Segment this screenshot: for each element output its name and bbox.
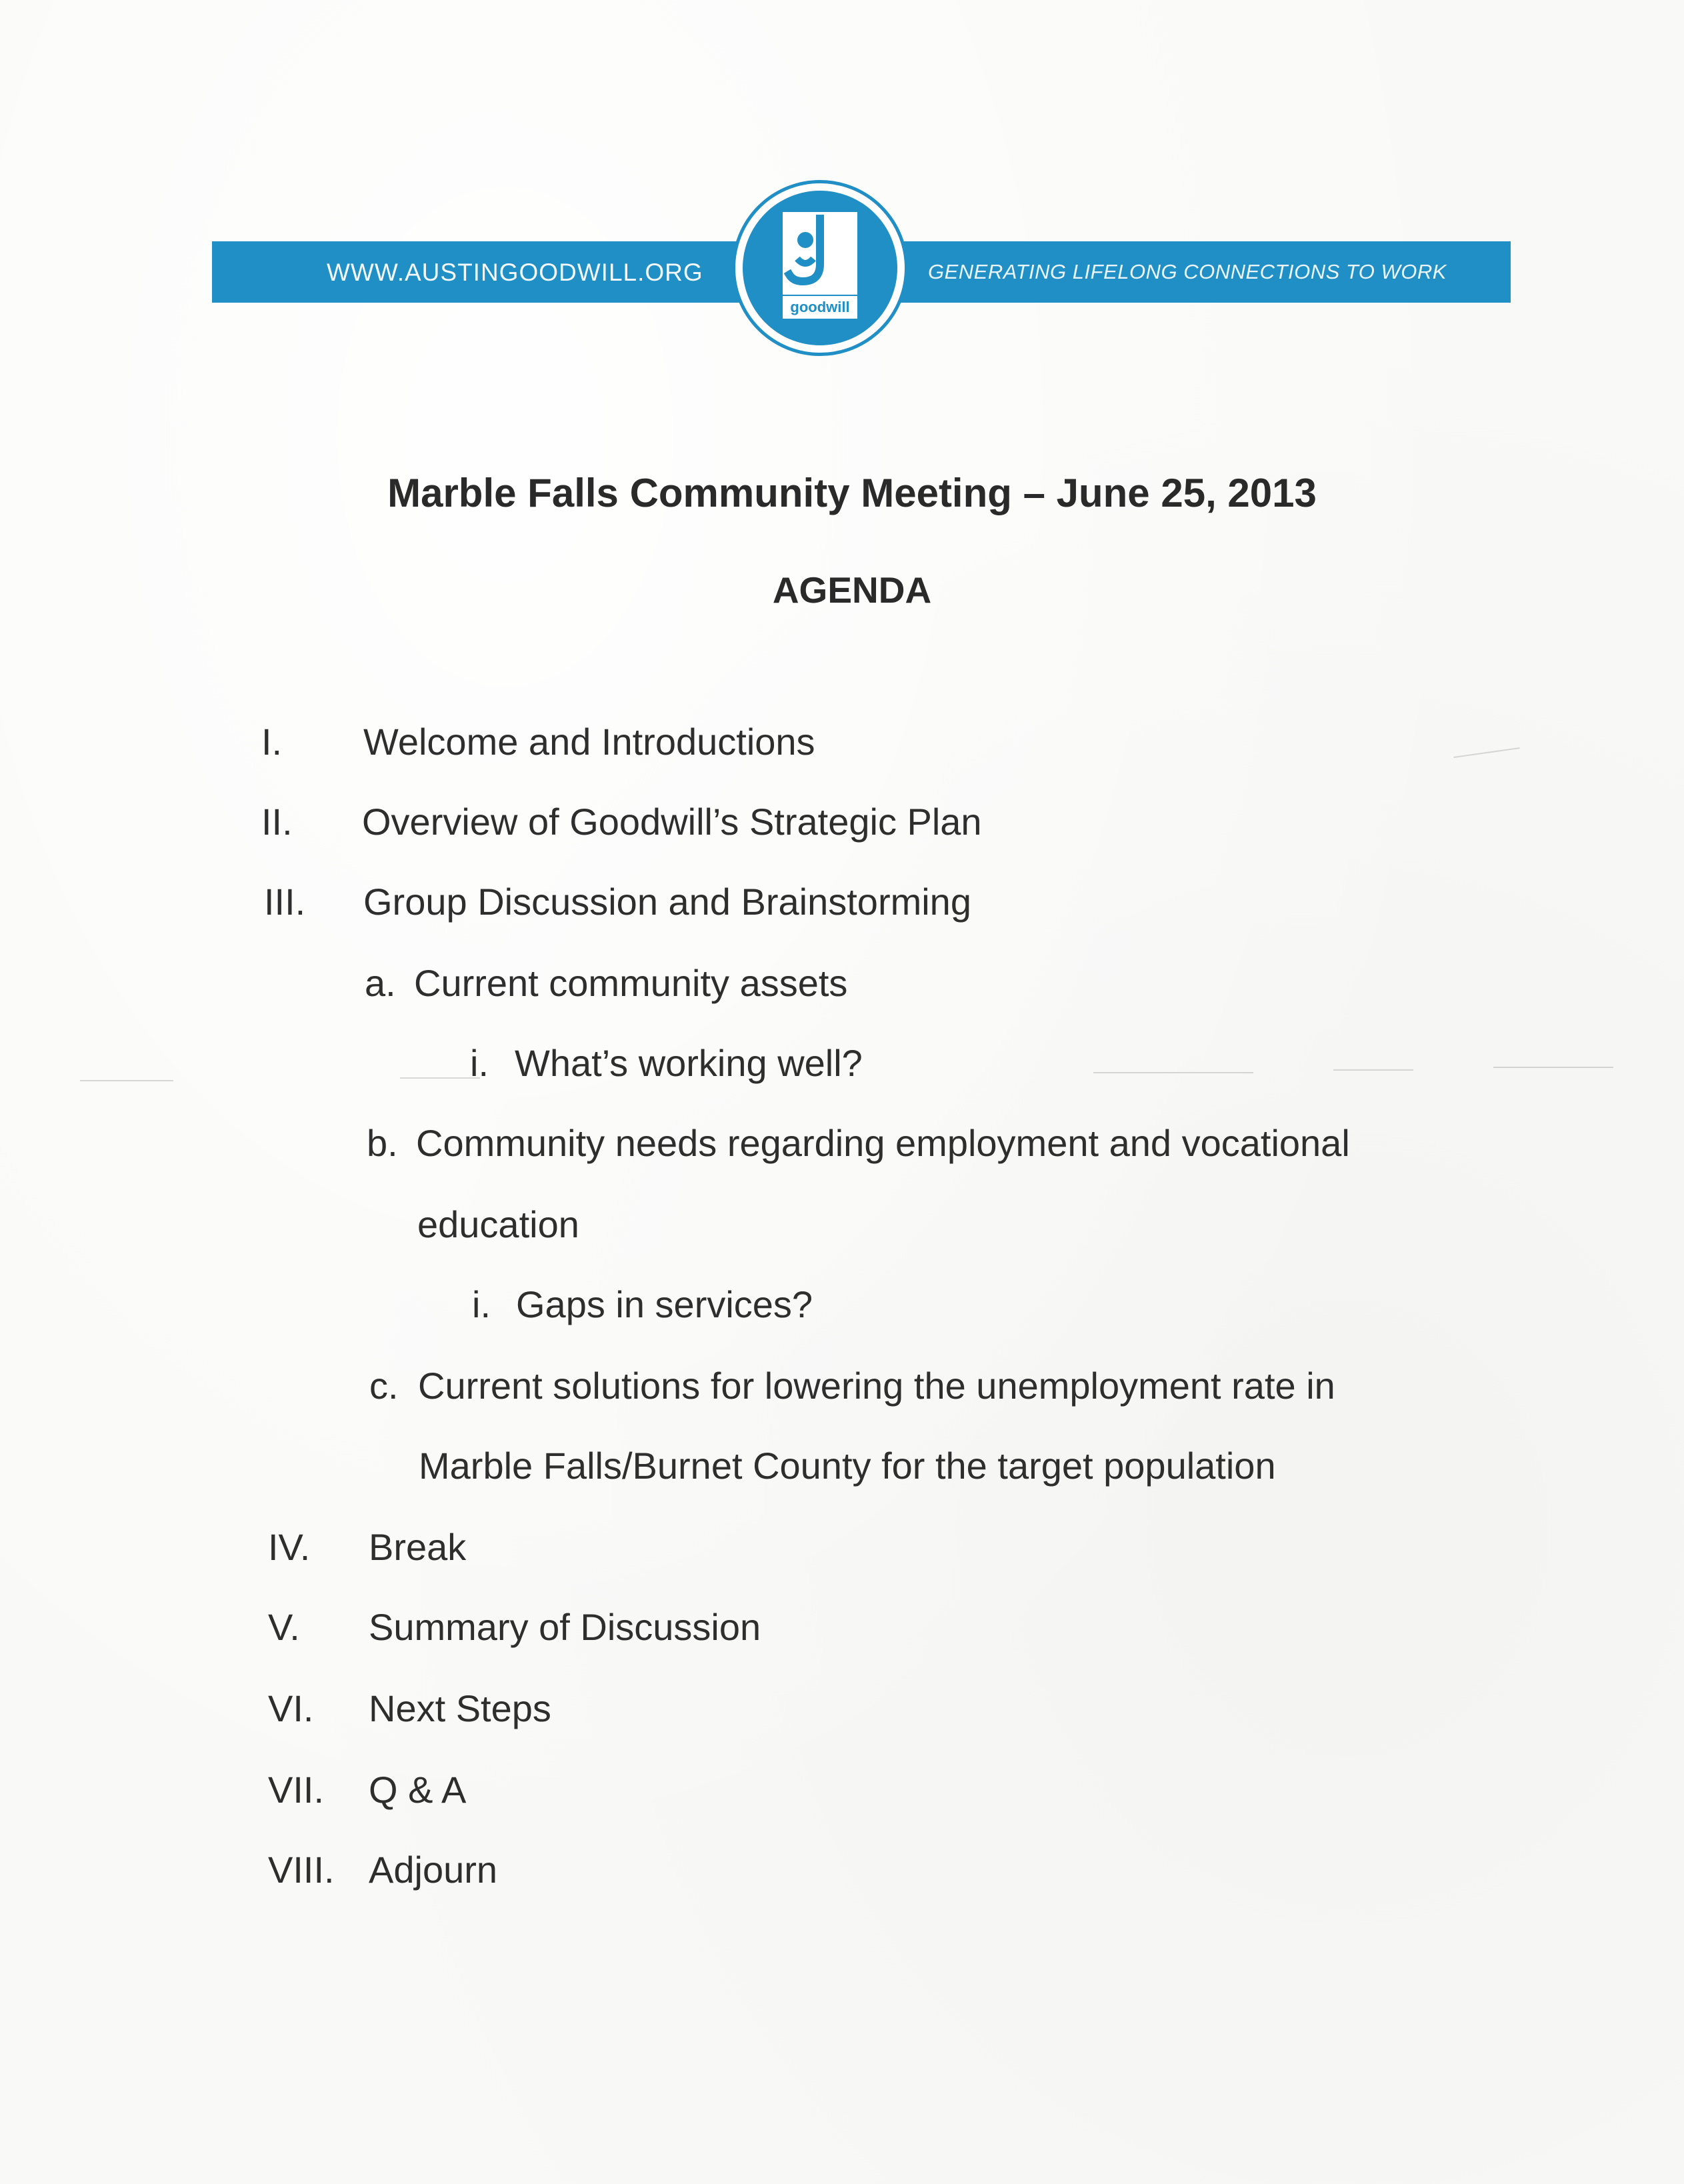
item-text: Adjourn (369, 1849, 498, 1891)
item-text: Community needs regarding employment and vocational (416, 1122, 1350, 1164)
paper-crease (1453, 747, 1519, 758)
item-number: III. (264, 881, 306, 923)
letterhead-url: WWW.AUSTINGOODWILL.ORG (327, 259, 703, 286)
item-roman-small: i. (470, 1042, 489, 1084)
item-number: VI. (268, 1687, 314, 1729)
item-number: VII. (268, 1769, 325, 1811)
item-text: Gaps in services? (516, 1283, 813, 1325)
letterhead-tagline: GENERATING LIFELONG CONNECTIONS TO WORK (928, 260, 1447, 283)
item-text: Q & A (369, 1769, 467, 1811)
item-roman-small: i. (472, 1283, 491, 1325)
item-text-continued: education (417, 1203, 579, 1245)
item-letter: c. (369, 1365, 399, 1407)
paper-crease (1493, 1067, 1613, 1068)
goodwill-logo-word: goodwill (783, 296, 857, 319)
item-text: Overview of Goodwill’s Strategic Plan (362, 801, 982, 843)
paper-crease (1093, 1072, 1253, 1073)
item-text: Break (369, 1526, 467, 1568)
item-number: II. (261, 801, 293, 843)
paper-crease (400, 1077, 480, 1079)
agenda-heading: AGENDA (772, 569, 932, 611)
item-text: Welcome and Introductions (363, 721, 815, 763)
item-number: IV. (268, 1526, 311, 1568)
item-text-continued: Marble Falls/Burnet County for the target population (419, 1445, 1276, 1487)
item-letter: b. (367, 1122, 398, 1164)
item-number: V. (268, 1606, 300, 1648)
item-letter: a. (365, 962, 396, 1004)
item-text: Summary of Discussion (369, 1606, 761, 1648)
item-text: Group Discussion and Brainstorming (363, 881, 971, 923)
item-text: What’s working well? (515, 1042, 863, 1084)
page-title: Marble Falls Community Meeting – June 25, 2013 (387, 471, 1317, 515)
paper-crease (1333, 1069, 1413, 1071)
item-text: Current community assets (414, 962, 848, 1004)
item-number: I. (261, 721, 283, 763)
paper-crease (80, 1080, 173, 1081)
item-text: Current solutions for lowering the unemployment rate in (418, 1365, 1335, 1407)
item-number: VIII. (268, 1849, 335, 1891)
item-text: Next Steps (369, 1687, 551, 1729)
